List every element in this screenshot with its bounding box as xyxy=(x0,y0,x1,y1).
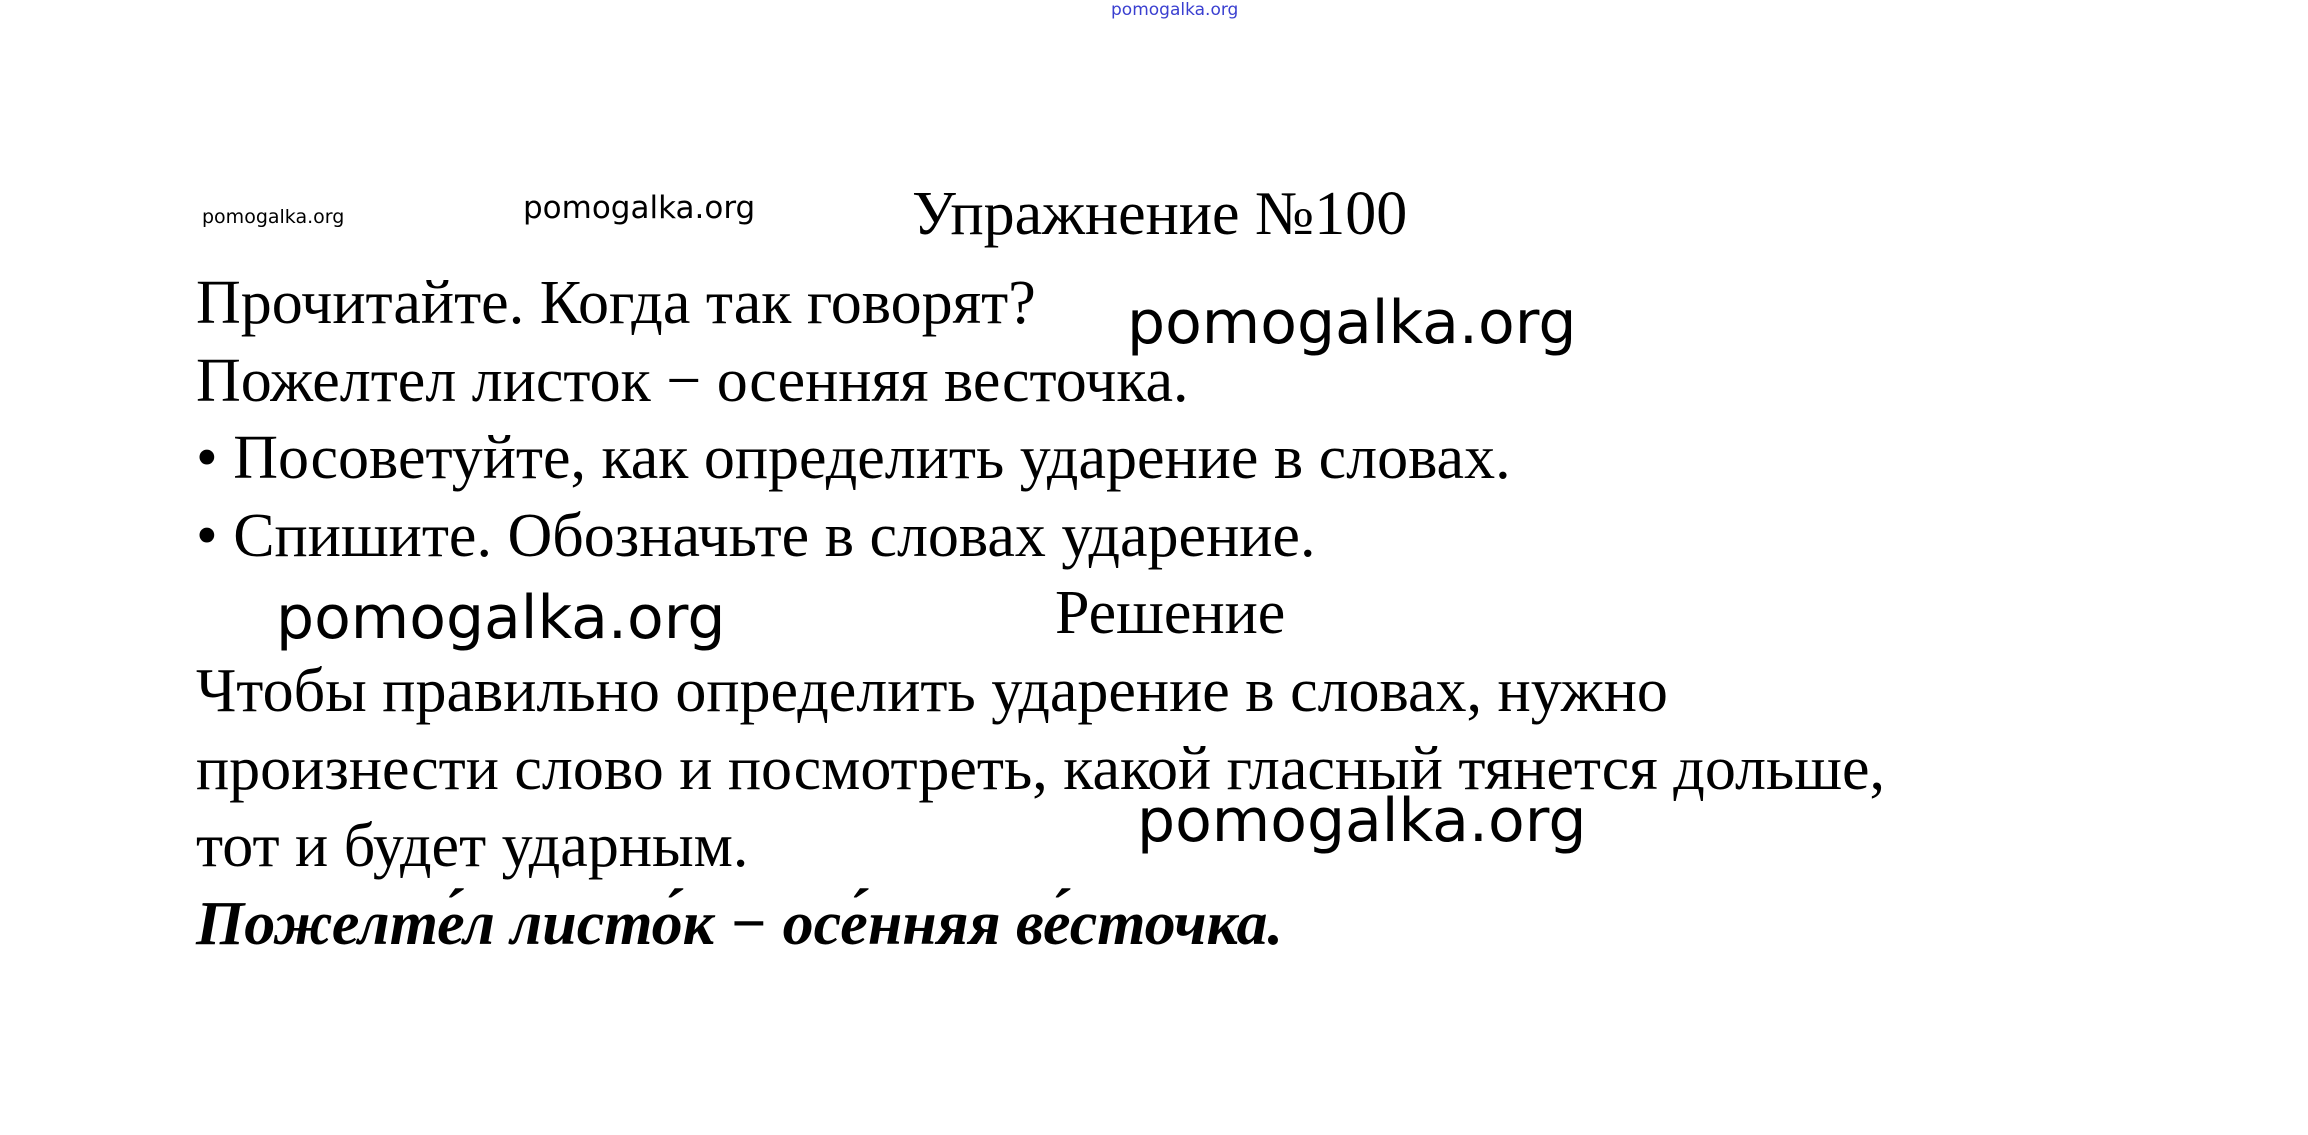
exercise-line: Пожелтел листок − осенняя весточка. xyxy=(196,347,1189,415)
solution-line: тот и будет ударным. xyxy=(196,812,749,880)
exercise-line: • Посоветуйте, как определить ударение в словах. xyxy=(196,424,1511,492)
watermark-large: pomogalka.org xyxy=(1127,288,1577,358)
exercise-title: Упражнение №100 xyxy=(912,180,1408,248)
watermark-medium: pomogalka.org xyxy=(523,190,756,226)
exercise-line: • Спишите. Обозначьте в словах ударение. xyxy=(196,502,1316,570)
solution-heading: Решение xyxy=(1055,579,1286,647)
solution-line: произнести слово и посмотреть, какой гласный тянется дольше, xyxy=(196,735,1885,803)
watermark-top: pomogalka.org xyxy=(1111,0,1239,20)
solution-answer: Пожелте́л листо́к − осе́нняя ве́сточка. xyxy=(196,890,1283,958)
watermark-small: pomogalka.org xyxy=(202,206,345,228)
watermark-large: pomogalka.org xyxy=(276,583,726,653)
watermark-large: pomogalka.org xyxy=(1137,786,1587,856)
solution-line: Чтобы правильно определить ударение в словах, нужно xyxy=(196,657,1668,725)
exercise-line: Прочитайте. Когда так говорят? xyxy=(196,269,1036,337)
